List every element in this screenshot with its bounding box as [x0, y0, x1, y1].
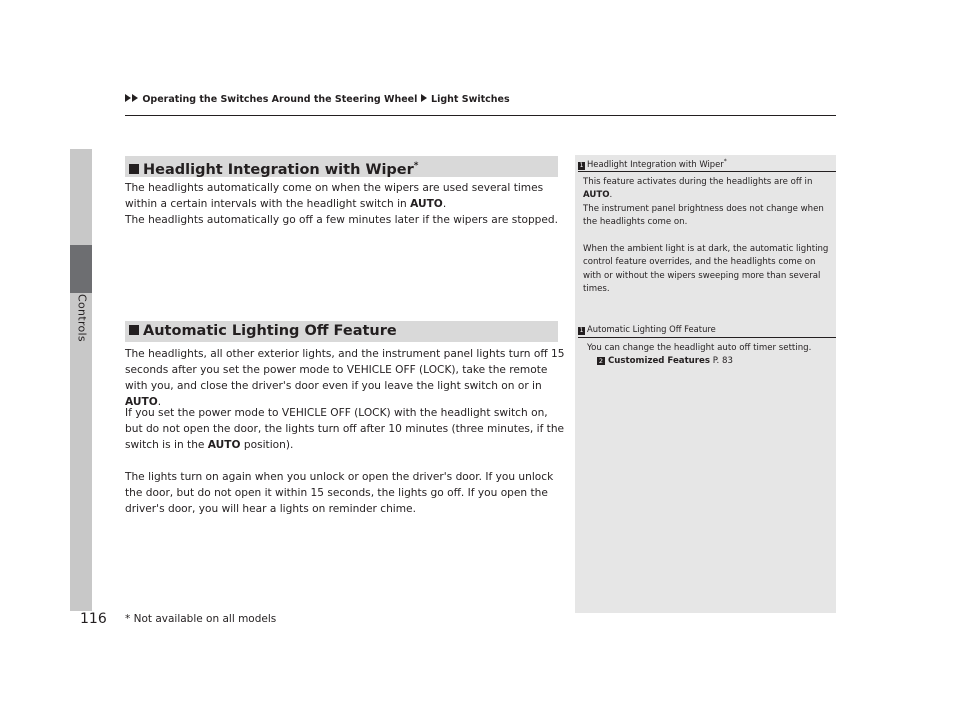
note-body: [587, 342, 833, 369]
note-divider: [578, 337, 836, 338]
note-text: The instrument panel brightness does not change when the headlights come on.: [583, 203, 824, 228]
paragraph: [125, 469, 565, 517]
note-marker-icon: 1: [579, 327, 584, 334]
paragraph-text: If you set the power mode to VEHICLE OFF (LOCK) with the headlight switch on, but do not open the door, the lights turn off after 10 minutes (three minutes, if the switch is in the: [125, 407, 565, 451]
cross-reference-page: P. 83: [709, 356, 733, 367]
note-title: [578, 324, 716, 335]
triangle-right-icon: [125, 94, 131, 102]
square-bullet-icon: [129, 164, 139, 174]
paragraph-text: The headlights automatically go off a few minutes later if the wipers are stopped.: [125, 214, 559, 226]
emphasis-text: AUTO: [207, 439, 241, 451]
breadcrumb: [125, 94, 510, 105]
paragraph-text: position).: [240, 439, 294, 451]
section-heading-auto-off: [125, 321, 558, 342]
breadcrumb-part-2[interactable]: Light Switches: [431, 94, 510, 105]
chapter-sidebar-tab: [70, 149, 92, 611]
note-text: You can change the headlight auto off timer setting.: [587, 343, 812, 353]
paragraph-text: The headlights automatically come on when the wipers are used several times within a certain intervals with the headlight switch in: [125, 182, 544, 210]
square-bullet-icon: [129, 325, 139, 335]
paragraph-text: .: [442, 198, 447, 210]
availability-mark: *: [413, 161, 419, 171]
paragraph-text: The lights turn on again when you unlock or open the driver's door. If you unlock the door, but do not open it within 15 seconds, the lights go off. If you open the driver's door, you will hear a lights on reminder chime.: [125, 471, 554, 515]
triangle-right-icon: [132, 94, 138, 102]
note-text: When the ambient light is at dark, the automatic lighting control feature overrides, and the headlights come on with or without the wipers sweeping more than several times.: [583, 244, 829, 295]
cross-reference-title: Customized Features: [608, 356, 710, 367]
note-text: This feature activates during the headlights are off in: [583, 177, 813, 187]
section-heading-wiper: [125, 156, 558, 177]
section-heading-text: Headlight Integration with Wiper: [143, 161, 414, 178]
note-body: [583, 176, 833, 297]
page-number: 116: [80, 611, 107, 627]
emphasis-text: AUTO: [583, 190, 610, 201]
section-heading-text: Automatic Lighting Off Feature: [143, 323, 397, 339]
paragraph-text: The headlights, all other exterior lights, and the instrument panel lights turn off 15 seconds after you set the power mode to VEHICLE OFF (LOCK), take the remote with you, and close the driver's door even if you leave the light switch on or in: [125, 348, 565, 392]
note-text: .: [609, 190, 613, 201]
breadcrumb-part-1[interactable]: Operating the Switches Around the Steering Wheel: [142, 94, 418, 105]
emphasis-text: AUTO: [410, 198, 443, 210]
cross-reference-icon: 2: [598, 357, 604, 366]
paragraph: [125, 405, 565, 453]
cross-reference-link[interactable]: [587, 356, 733, 366]
header-divider: [125, 115, 836, 116]
note-title: [578, 158, 727, 170]
availability-mark: *: [723, 158, 727, 165]
paragraph-text: .: [157, 396, 162, 408]
footnote: * Not available on all models: [125, 613, 277, 625]
note-title-text: Automatic Lighting Off Feature: [587, 324, 716, 334]
triangle-right-icon: [421, 94, 427, 102]
paragraph: [125, 346, 565, 410]
note-divider: [578, 171, 836, 172]
emphasis-text: AUTO: [125, 396, 158, 408]
chapter-label: Controls: [75, 294, 89, 342]
note-title-text: Headlight Integration with Wiper: [587, 158, 724, 169]
note-marker-icon: 1: [579, 161, 584, 169]
chapter-sidebar-active-marker: [70, 245, 92, 293]
paragraph: [125, 180, 565, 228]
